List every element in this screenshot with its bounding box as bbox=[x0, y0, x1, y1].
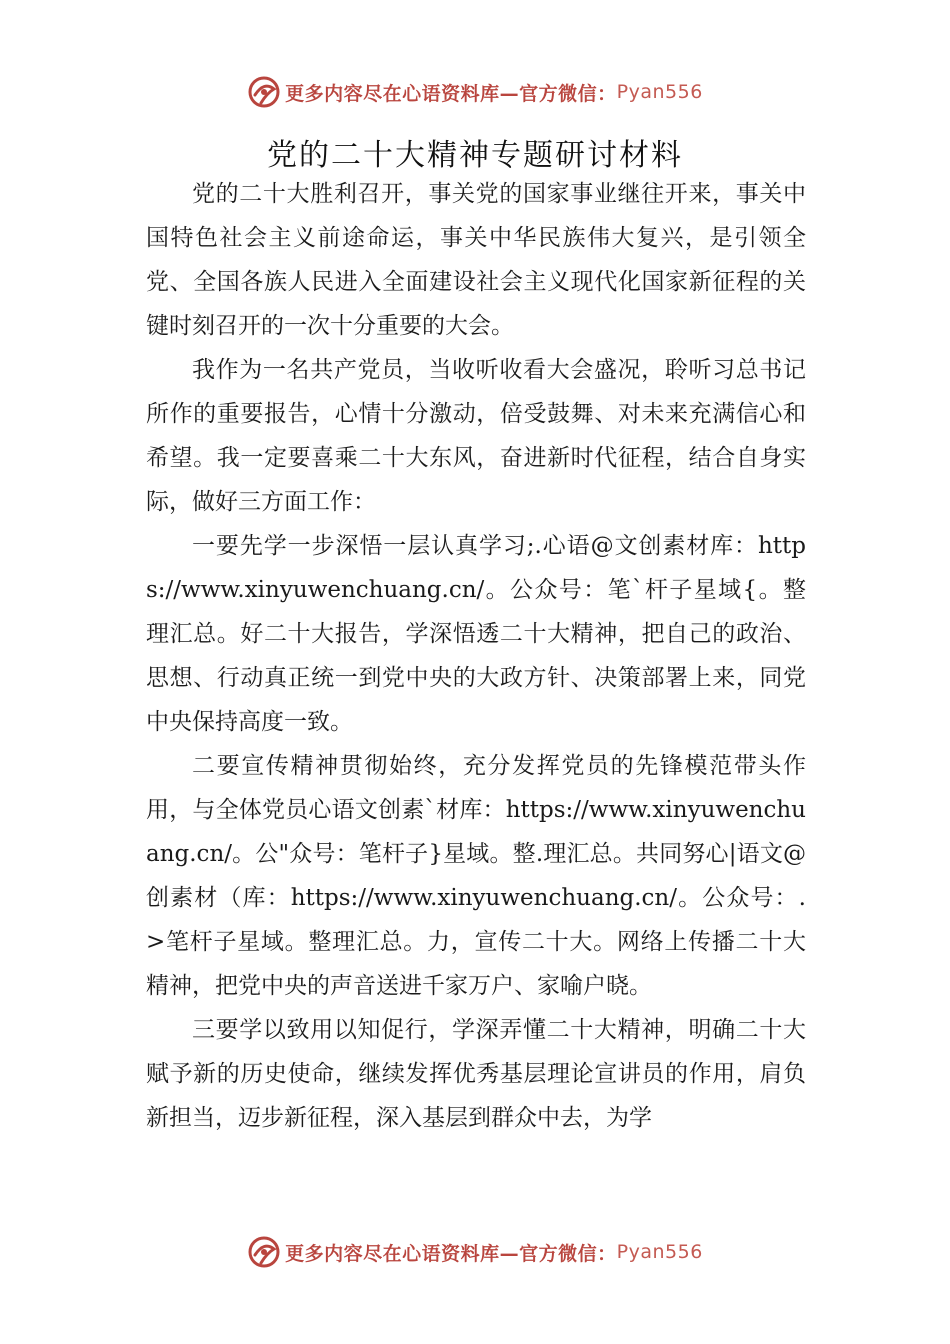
document-title: 党的二十大精神专题研讨材料 bbox=[267, 138, 683, 173]
footer-watermark-banner bbox=[0, 1232, 950, 1272]
banner-wechat-id: Pyan556 bbox=[616, 1241, 703, 1263]
banner-text: 更多内容尽在心语资料库—官方微信： bbox=[285, 1242, 617, 1265]
red-seal-logo-icon bbox=[247, 1235, 281, 1269]
document-body bbox=[146, 172, 806, 1140]
body-paragraph-2: 我作为一名共产党员，当收听收看大会盛况，聆听习总书记所作的重要报告，心情十分激动，倍受鼓舞、对未来充满信心和希望。我一定要喜乘二十大东风，奋进新时代征程，结合自身实际，做好三方面工作： bbox=[146, 357, 806, 515]
header-watermark-banner bbox=[0, 72, 950, 112]
body-paragraph-1: 党的二十大胜利召开，事关党的国家事业继往开来，事关中国特色社会主义前途命运，事关中华民族伟大复兴，是引领全党、全国各族人民进入全面建设社会主义现代化国家新征程的关键时刻召开的一次十分重要的大会。 bbox=[146, 181, 806, 339]
red-seal-logo-icon bbox=[247, 75, 281, 109]
banner-wechat-id: Pyan556 bbox=[616, 81, 703, 103]
body-paragraph-5: 三要学以致用以知促行，学深弄懂二十大精神，明确二十大赋予新的历史使命，继续发挥优秀基层理论宣讲员的作用，肩负新担当，迈步新征程，深入基层到群众中去，为学 bbox=[146, 1017, 806, 1131]
banner-text: 更多内容尽在心语资料库—官方微信： bbox=[285, 82, 617, 105]
body-paragraph-4: 二要宣传精神贯彻始终，充分发挥党员的先锋模范带头作用，与全体党员心语文创素`材库：https://www.xinyuwenchuang.cn/。公"众号：笔杆子}星域。整.理汇总。共同努心|语文@创素材（库：https://www.xinyuwenchuang.cn/。公众号：.>笔杆子星域。整理汇总。力，宣传二十大。网络上传播二十大精神，把党中央的声音送进千家万户、家喻户晓。 bbox=[146, 753, 806, 999]
body-paragraph-3: 一要先学一步深悟一层认真学习;.心语@文创素材库：https://www.xinyuwenchuang.cn/。公众号：笔`杆子星域{。整理汇总。好二十大报告，学深悟透二十大精神，把自己的政治、思想、行动真正统一到党中央的大政方针、决策部署上来，同党中央保持高度一致。 bbox=[146, 533, 806, 735]
